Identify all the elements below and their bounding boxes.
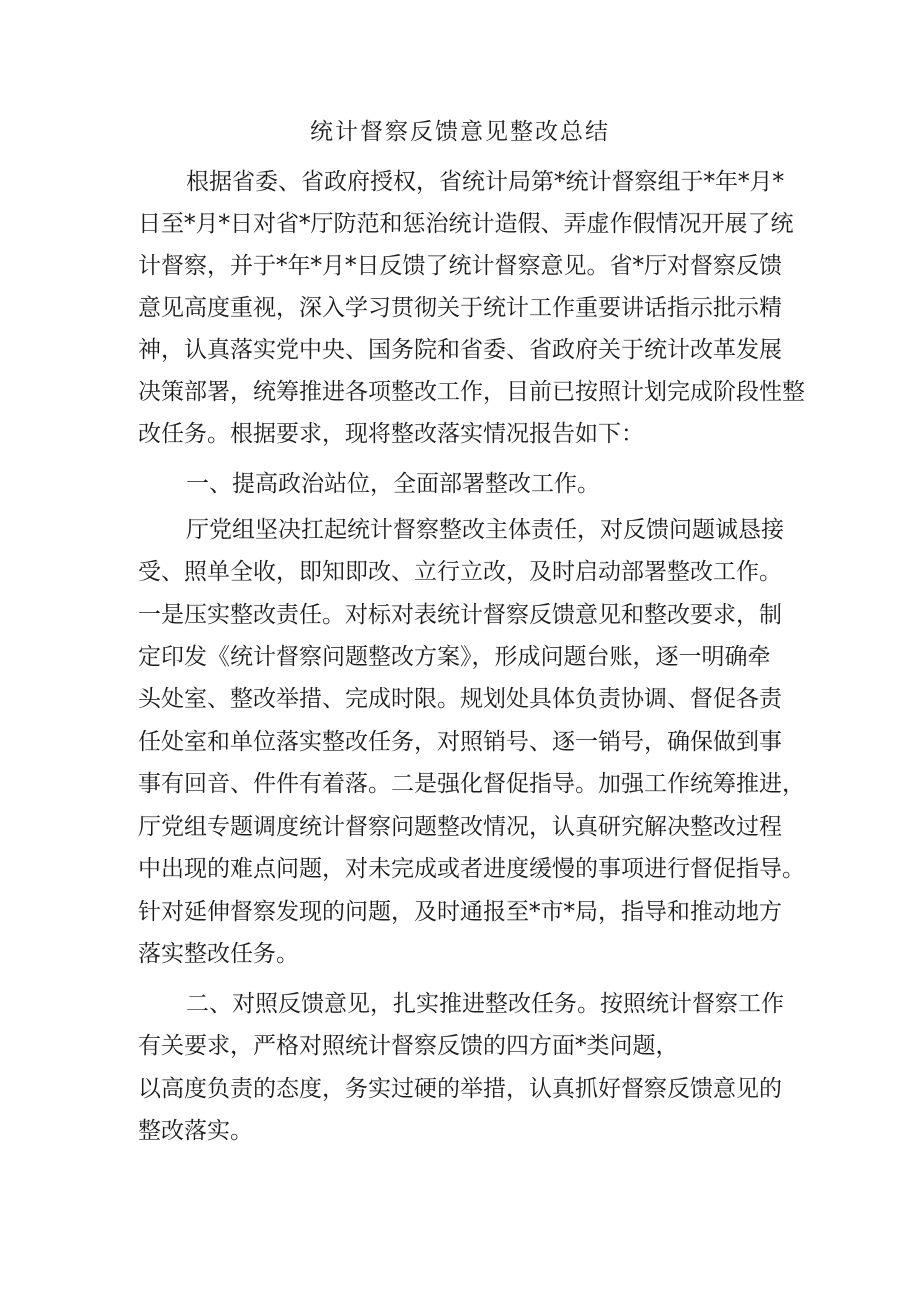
paragraph-line: 中出现的难点问题，对未完成或者进度缓慢的事项进行督促指导。 xyxy=(138,856,805,882)
paragraph-line: 决策部署，统筹推进各项整改工作，目前已按照计划完成阶段性整 xyxy=(138,379,805,405)
paragraph-line: 计督察，并于*年*月*日反馈了统计督察意见。省*厅对督察反馈 xyxy=(138,253,782,279)
section-heading: 二、对照反馈意见，扎实推进整改任务。按照统计督察工作 xyxy=(186,991,784,1017)
paragraph-line: 厅党组专题调度统计督察问题整改情况，认真研究解决整改过程 xyxy=(138,814,782,840)
paragraph-line: 一是压实整改责任。对标对表统计督察反馈意见和整改要求，制 xyxy=(138,602,782,628)
paragraph-line: 受、照单全收，即知即改、立行立改，及时启动部署整改工作。 xyxy=(138,559,782,585)
paragraph-line: 落实整改任务。 xyxy=(138,941,299,967)
paragraph-line: 以高度负责的态度，务实过硬的举措，认真抓好督察反馈意见的 xyxy=(138,1076,782,1102)
paragraph-line: 事有回音、件件有着落。二是强化督促指导。加强工作统筹推进， xyxy=(138,771,805,797)
paragraph-line: 厅党组坚决扛起统计督察整改主体责任，对反馈问题诚恳接 xyxy=(186,517,784,543)
document-title: 统计督察反馈意见整改总结 xyxy=(310,119,610,145)
paragraph-line: 头处室、整改举措、完成时限。规划处具体负责协调、督促各责 xyxy=(138,686,782,712)
paragraph-line: 改任务。根据要求，现将整改落实情况报告如下： xyxy=(138,421,644,447)
paragraph-line: 整改落实。 xyxy=(138,1118,253,1144)
paragraph-line: 针对延伸督察发现的问题，及时通报至*市*局，指导和推动地方 xyxy=(138,899,782,925)
paragraph-line: 有关要求，严格对照统计督察反馈的四方面*类问题， xyxy=(138,1033,679,1059)
paragraph-line: 神，认真落实党中央、国务院和省委、省政府关于统计改革发展 xyxy=(138,337,782,363)
paragraph-line: 意见高度重视，深入学习贯彻关于统计工作重要讲话指示批示精 xyxy=(138,295,782,321)
section-heading: 一、提高政治站位，全面部署整改工作。 xyxy=(186,471,600,497)
paragraph-line: 定印发《统计督察问题整改方案》，形成问题台账，逐一明确牵 xyxy=(138,644,771,670)
paragraph-line: 日至*月*日对省*厅防范和惩治统计造假、弄虚作假情况开展了统 xyxy=(138,211,794,237)
paragraph-line: 任处室和单位落实整改任务，对照销号、逐一销号，确保做到事 xyxy=(138,729,782,755)
paragraph-line: 根据省委、省政府授权，省统计局第*统计督察组于*年*月* xyxy=(186,169,784,195)
